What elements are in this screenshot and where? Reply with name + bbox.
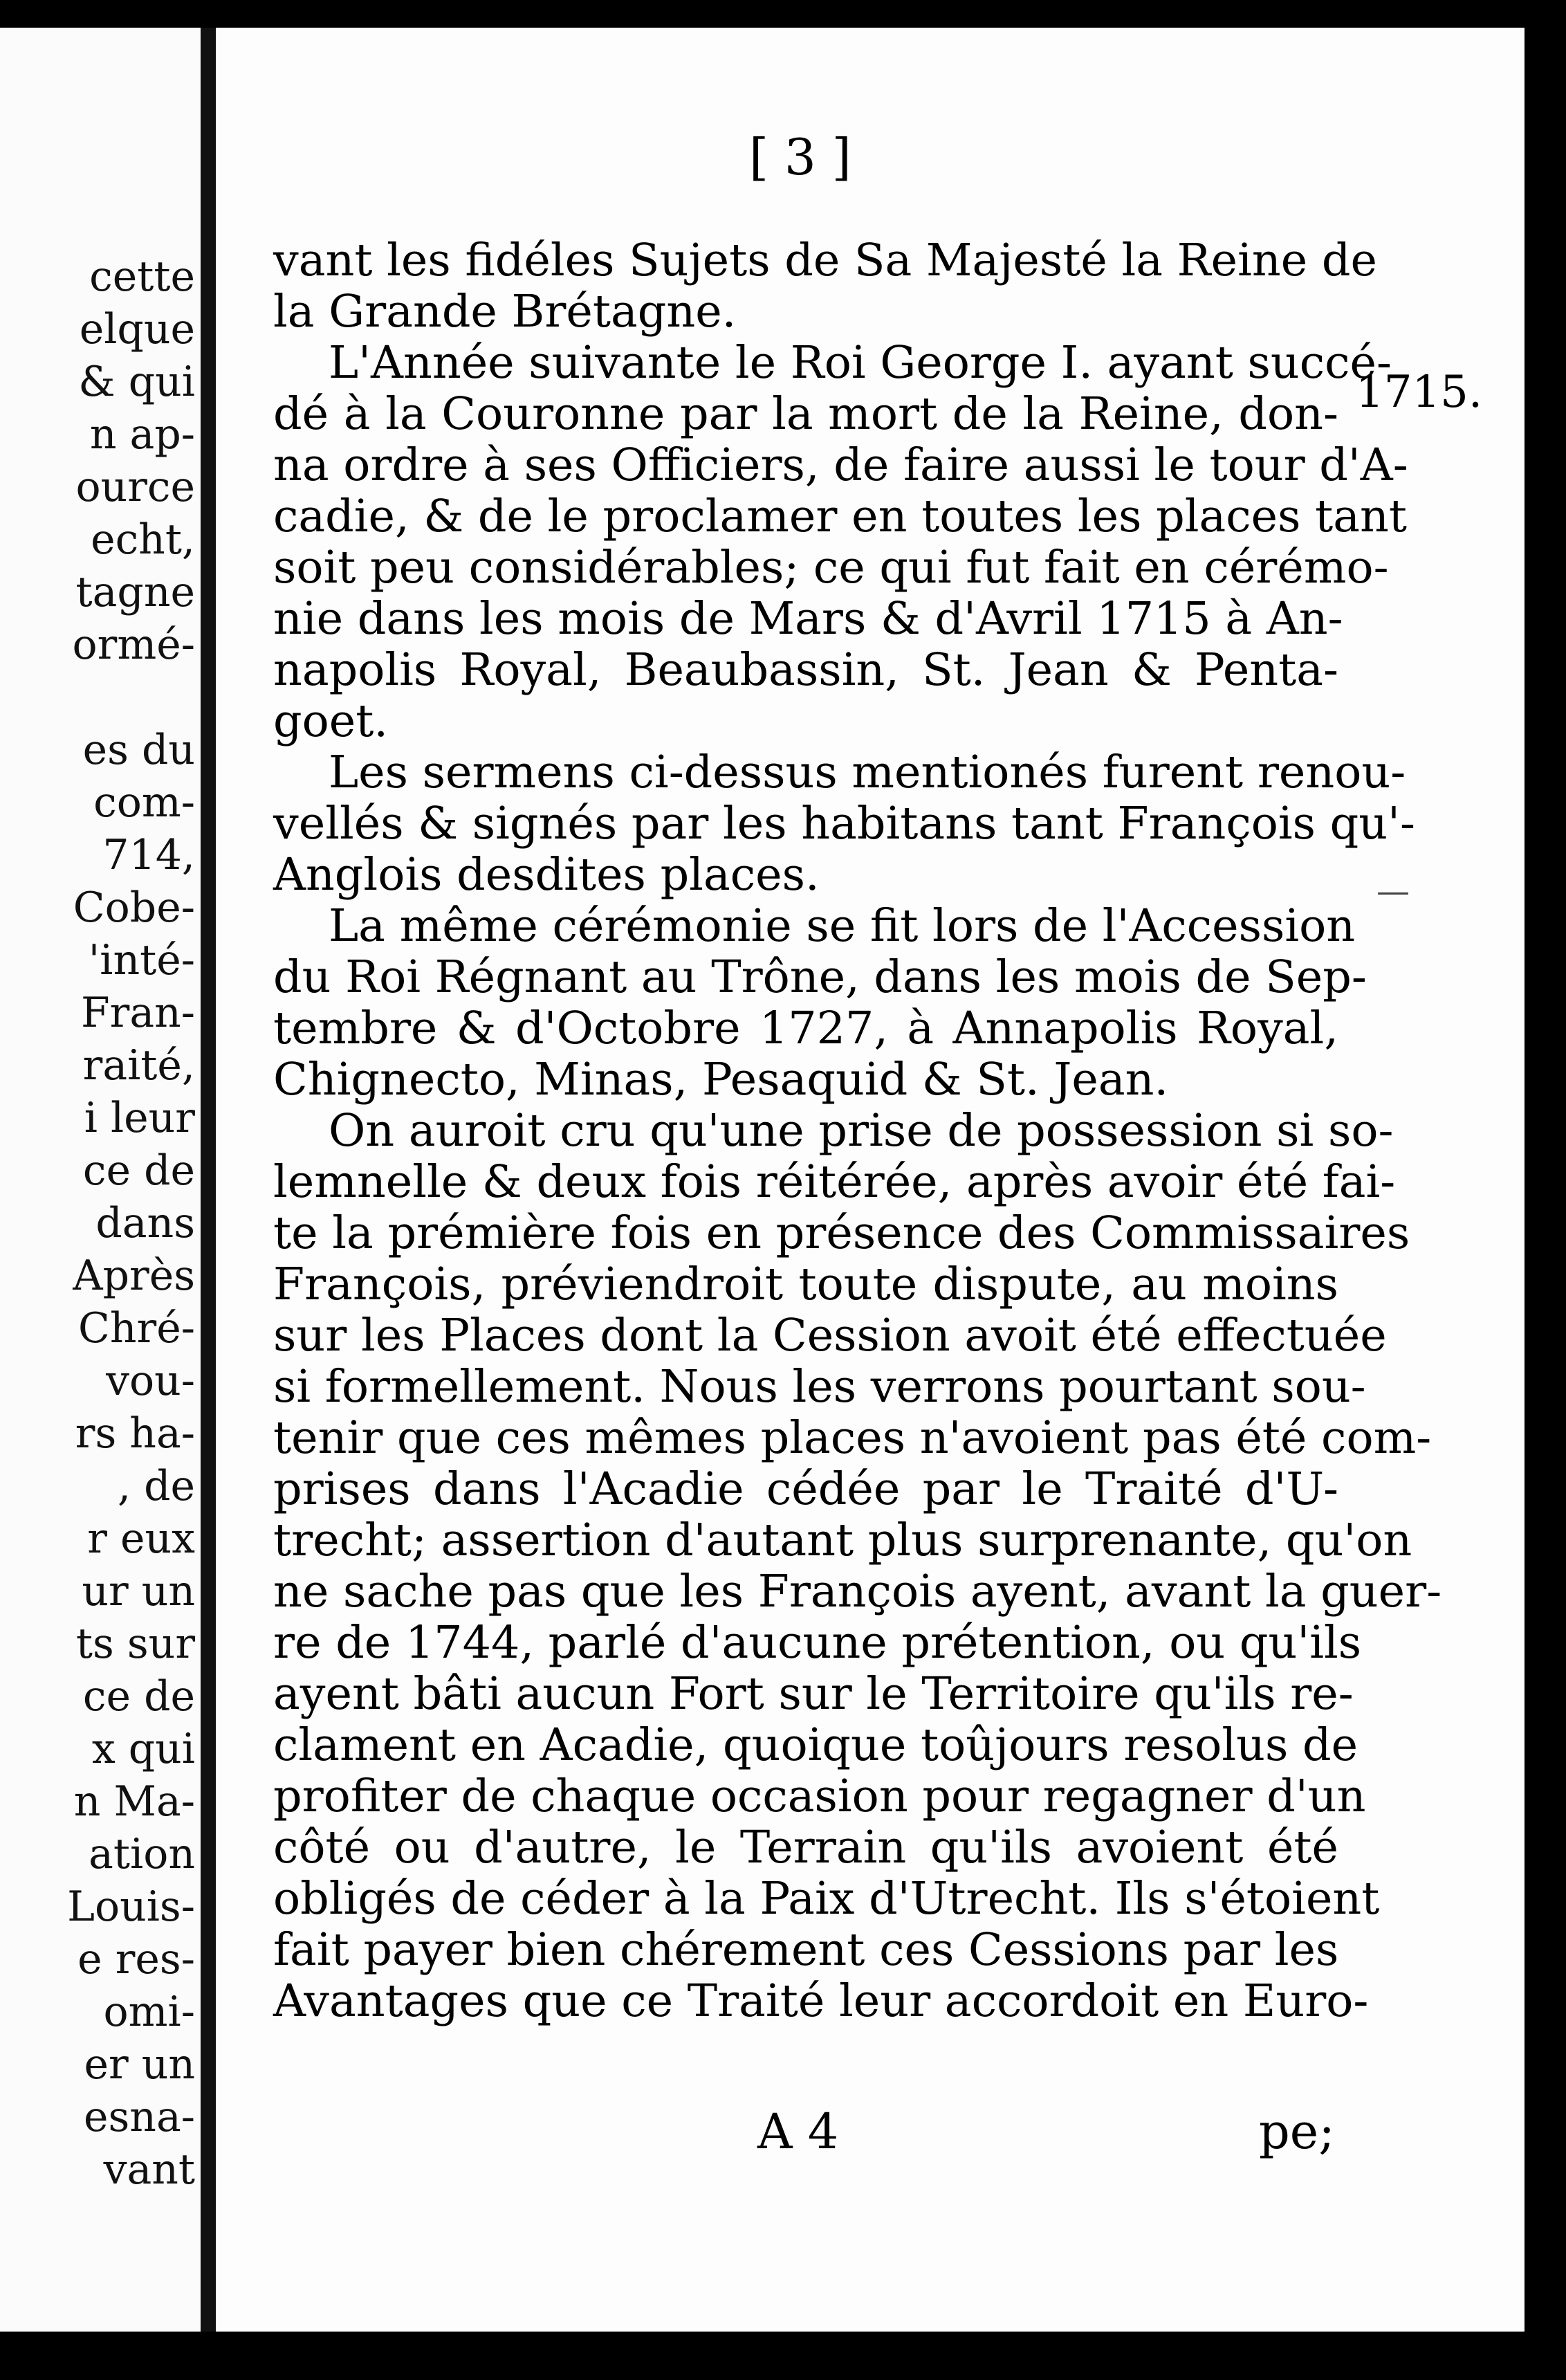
left-page-line: echt, xyxy=(91,515,195,564)
text-line: La même cérémonie se fit lors de l'Accession xyxy=(329,900,1356,952)
left-page-line: Après xyxy=(73,1252,195,1300)
left-page-line: ation xyxy=(89,1830,195,1878)
text-line: goet. xyxy=(273,695,388,747)
left-page-line: es du xyxy=(82,726,195,774)
text-line: tembre & d'Octobre 1727, à Annapolis Royal, xyxy=(273,1003,1338,1054)
left-page-line: tagne xyxy=(75,568,195,616)
left-page-line: n Ma- xyxy=(73,1777,195,1826)
left-page-line: ts sur xyxy=(75,1620,195,1668)
left-page-line: ur un xyxy=(82,1567,195,1615)
left-page-line: Cobe- xyxy=(73,884,195,932)
margin-year-note: 1715. xyxy=(1356,367,1483,418)
previous-page-fragment xyxy=(0,28,201,2332)
text-line: la Grande Brétagne. xyxy=(273,286,737,338)
text-line: vellés & signés par les habitans tant François qu'- xyxy=(273,798,1415,850)
text-line: Anglois desdites places. xyxy=(273,849,820,901)
text-line: On auroit cru qu'une prise de possession si so- xyxy=(329,1105,1394,1157)
text-line: trecht; assertion d'autant plus surprenante, qu'on xyxy=(273,1514,1412,1566)
text-line: du Roi Régnant au Trône, dans les mois de Sep- xyxy=(273,951,1367,1003)
text-line: fait payer bien chérement ces Cessions par les xyxy=(273,1924,1339,1976)
left-page-line: rs ha- xyxy=(75,1409,195,1458)
text-line: na ordre à ses Officiers, de faire aussi le tour d'A- xyxy=(273,439,1408,491)
text-line: cadie, & de le proclamer en toutes les places tant xyxy=(273,491,1407,542)
left-page-line: ormé- xyxy=(72,621,195,669)
left-page-line: ource xyxy=(75,463,195,511)
text-line: vant les fidéles Sujets de Sa Majesté la Reine de xyxy=(273,235,1377,286)
text-line: dé à la Couronne par la mort de la Reine, don- xyxy=(273,388,1338,440)
margin-mark: — xyxy=(1376,872,1410,910)
left-page-line: , de xyxy=(117,1462,195,1510)
text-line: prises dans l'Acadie cédée par le Traité d'U- xyxy=(273,1463,1338,1515)
left-page-line: omi- xyxy=(103,1988,195,2036)
text-line: sur les Places dont la Cession avoit été effectuée xyxy=(273,1310,1387,1362)
left-page-line: vant xyxy=(103,2145,195,2194)
text-line: Chignecto, Minas, Pesaquid & St. Jean. xyxy=(273,1054,1169,1106)
text-line: clament en Acadie, quoique toûjours resolus de xyxy=(273,1719,1358,1771)
left-page-line: r eux xyxy=(87,1514,195,1563)
left-page-line: 714, xyxy=(102,831,195,879)
left-page-line: Chré- xyxy=(77,1304,195,1353)
left-page-line: com- xyxy=(93,778,195,827)
text-line: profiter de chaque occasion pour regagner d'un xyxy=(273,1770,1366,1822)
text-line: L'Année suivante le Roi George I. ayant succé- xyxy=(329,337,1392,389)
left-page-line: er un xyxy=(84,2040,195,2089)
left-page-line: elque xyxy=(79,305,195,354)
page-edge xyxy=(1524,28,1566,2332)
body-text xyxy=(273,235,1442,2027)
left-page-line: & qui xyxy=(78,358,195,406)
left-page-line: dans xyxy=(95,1199,195,1247)
left-page-line: raité, xyxy=(82,1041,195,1090)
text-line: lemnelle & deux fois réitérée, après avoir été fai- xyxy=(273,1156,1396,1208)
text-line: ayent bâti aucun Fort sur le Territoire qu'ils re- xyxy=(273,1668,1354,1720)
text-line: napolis Royal, Beaubassin, St. Jean & Penta- xyxy=(273,644,1338,696)
text-line: Avantages que ce Traité leur accordoit en Euro- xyxy=(273,1975,1369,2027)
binding-gutter xyxy=(201,28,216,2332)
left-page-line: Fran- xyxy=(81,989,195,1037)
text-line: nie dans les mois de Mars & d'Avril 1715 à An- xyxy=(273,593,1343,645)
text-line: obligés de céder à la Paix d'Utrecht. Ils s'étoient xyxy=(273,1873,1380,1925)
text-line: te la prémière fois en présence des Commissaires xyxy=(273,1207,1410,1259)
text-line: côté ou d'autre, le Terrain qu'ils avoient été xyxy=(273,1822,1338,1874)
left-page-line: x qui xyxy=(91,1725,195,1773)
signature-mark: A 4 xyxy=(757,2103,839,2160)
catchword: pe; xyxy=(1259,2103,1335,2160)
left-page-line: ce de xyxy=(82,1672,195,1721)
left-page-line: e res- xyxy=(77,1935,195,1984)
left-page-line: esna- xyxy=(84,2093,195,2141)
left-page-line: n ap- xyxy=(89,410,195,459)
left-page-line: 'inté- xyxy=(88,936,195,985)
page-number: [ 3 ] xyxy=(749,128,851,186)
text-line: re de 1744, parlé d'aucune prétention, ou qu'ils xyxy=(273,1617,1362,1669)
text-line: Les sermens ci-dessus mentionés furent renou- xyxy=(329,747,1406,798)
text-line: soit peu considérables; ce qui fut fait en cérémo- xyxy=(273,542,1389,594)
left-page-line: ce de xyxy=(82,1146,195,1195)
left-page-line: i leur xyxy=(84,1094,195,1142)
text-line: ne sache pas que les François ayent, avant la guer- xyxy=(273,1566,1442,1618)
text-line: si formellement. Nous les verrons pourtant sou- xyxy=(273,1361,1366,1413)
text-line: tenir que ces mêmes places n'avoient pas été com- xyxy=(273,1412,1432,1464)
text-line: François, préviendroit toute dispute, au moins xyxy=(273,1258,1338,1310)
left-page-line: cette xyxy=(89,253,195,301)
left-page-line: Louis- xyxy=(67,1883,195,1931)
left-page-line: vou- xyxy=(106,1357,195,1405)
